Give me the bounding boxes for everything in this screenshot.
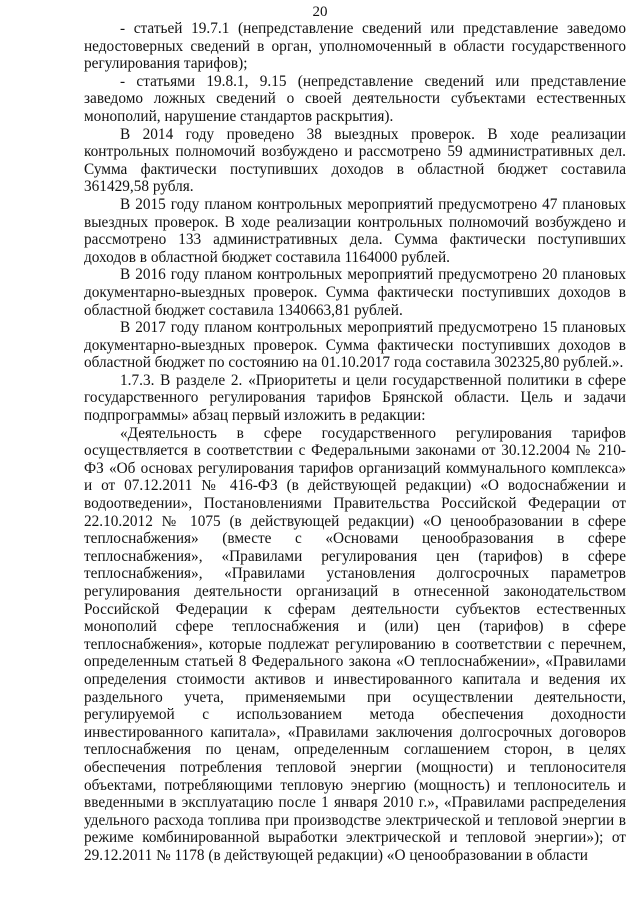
list-item-article-19-7-1: - статьей 19.7.1 (непредставление сведений или представление заведомо недостоверных сведений в орган, уполномоченный в области государственного регулирования тарифов); <box>84 20 626 73</box>
paragraph-2017: В 2017 году планом контрольных мероприятий предусмотрено 15 плановых документарно-выездных проверок. Сумма фактически поступивших доходов в областной бюджет по состоянию на 01.10.2017 года составила 302325,80 рублей.». <box>84 319 626 372</box>
document-body <box>84 20 626 865</box>
paragraph-2015: В 2015 году планом контрольных мероприятий предусмотрено 47 плановых выездных проверок. В ходе реализации контрольных полномочий возбуждено и рассмотрено 133 административных дела. Сумма фактически поступивших доходов в областной бюджет составила 1164000 рублей. <box>84 195 626 266</box>
page-number: 20 <box>312 4 328 20</box>
paragraph-activity-regulation: «Деятельность в сфере государственного регулирования тарифов осуществляется в соответствии с Федеральными законами от 30.12.2004 № 210-ФЗ «Об основах регулирования тарифов организаций коммунального комплекса» и от 07.12.2011 № 416-ФЗ (в действующей редакции) «О водоснабжении и водоотведении», Постановлениями Правительства Российской Федерации от 22.10.2012 № 1075 (в действующей редакции) «О ценообразовании в сфере теплоснабжения» (вместе с «Основами ценообразования в сфере теплоснабжения», «Правилами регулирования цен (тарифов) в сфере теплоснабжения», «Правилами установления долгосрочных параметров регулирования деятельности организаций в отнесенной законодательством Российской Федерации к сферам деятельности субъектов естественных монополий сфере теплоснабжения и (или) цен (тарифов) в сфере теплоснабжения», которые подлежат регулированию в соответствии с перечнем, определенным статьей 8 Федерального закона «О теплоснабжении», «Правилами определения стоимости активов и инвестированного капитала и ведения их раздельного учета, применяемыми при осуществлении деятельности, регулируемой с использованием метода обеспечения доходности инвестированного капитала», «Правилами заключения долгосрочных договоров теплоснабжения по ценам, определенным соглашением сторон, в целях обеспечения потребления тепловой энергии (мощности) и теплоносителя объектами, потребляющими тепловую энергию (мощность) и теплоноситель и введенными в эксплуатацию после 1 января 2010 г.», «Правилами распределения удельного расхода топлива при производстве электрической и тепловой энергии в режиме комбинированной выработки электрической и тепловой энергии»); от 29.12.2011 № 1178 (в действующей редакции) «О ценообразовании в области <box>84 424 626 864</box>
paragraph-2016: В 2016 году планом контрольных мероприятий предусмотрено 20 плановых документарно-выездных проверок. Сумма фактически поступивших доходов в областной бюджет составила 1340663,81 рублей. <box>84 266 626 319</box>
list-item-articles-19-8-1-9-15: - статьями 19.8.1, 9.15 (непредставление сведений или представление заведомо ложных сведений о своей деятельности субъектами естественных монополий, нарушение стандартов раскрытия). <box>84 72 626 125</box>
paragraph-2014: В 2014 году проведено 38 выездных проверок. В ходе реализации контрольных полномочий возбуждено и рассмотрено 59 административных дел. Сумма фактически поступивших доходов в областной бюджет составила 361429,58 рубля. <box>84 125 626 196</box>
paragraph-1-7-3: 1.7.3. В разделе 2. «Приоритеты и цели государственной политики в сфере государственного регулирования тарифов Брянской области. Цель и задачи подпрограммы» абзац первый изложить в редакции: <box>84 371 626 425</box>
